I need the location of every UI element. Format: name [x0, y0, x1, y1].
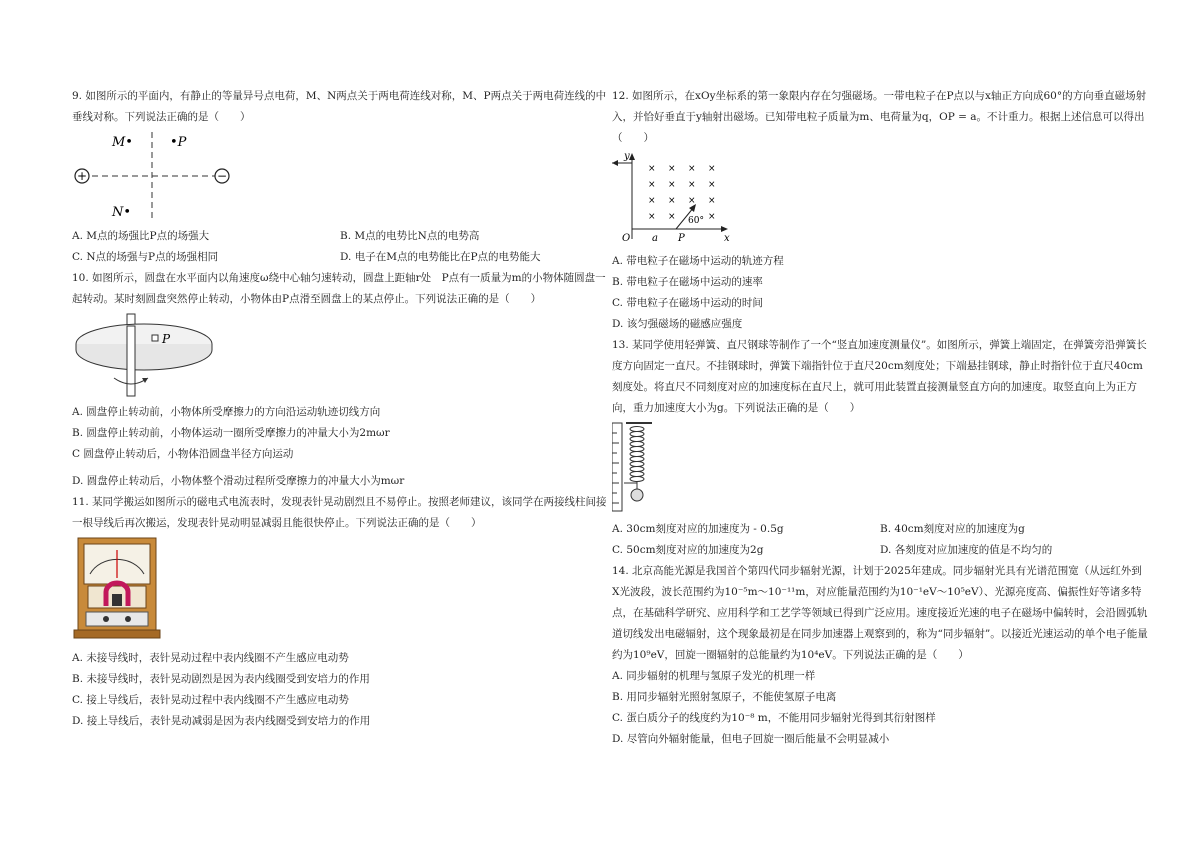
q13-option-B[interactable]: B. 40cm刻度对应的加速度为g — [880, 523, 1025, 535]
q12-cross: × — [668, 164, 676, 174]
q10-label-P: P — [162, 332, 171, 346]
q12-cross: × — [688, 164, 696, 174]
q11-stand — [74, 630, 160, 638]
q13-ruler — [612, 423, 622, 511]
q13-stem: 13. 某同学使用轻弹簧、直尺钢球等制作了一个“竖直加速度测量仪”。如图所示，弹簧上端固定，在弹簧旁沿弹簧长度方向固定一直尺。不挂钢球时，弹簧下端指针位于直尺20cm刻度处；下端悬挂钢球，静止时指针位于直尺40cm刻度处。将直尺不同刻度对应的加速度标在直尺上，就可用此装置直接测量竖直方向的加速度。取竖直向上为正方向，重力加速度大小为g。下列说法正确的是（ ） — [612, 339, 1147, 414]
q11-terminal-right — [125, 616, 131, 622]
q14-option-D[interactable]: D. 尽管向外辐射能量，但电子回旋一圈后能量不会明显减小 — [612, 733, 890, 745]
q10-stem: 10. 如图所示，圆盘在水平面内以角速度ω绕中心轴匀速转动，圆盘上距轴r处 P点有一质量为m的小物体随圆盘一起转动。某时刻圆盘突然停止转动，小物体由P点滑至圆盘上的某点停止。下列说法正确的是（ ） — [72, 272, 606, 305]
q12-cross: × — [648, 180, 656, 190]
q11-option-A[interactable]: A. 未接导线时，表针晃动过程中表内线圈不产生感应电动势 — [72, 652, 349, 664]
q11-ammeter-image — [72, 536, 162, 642]
q12-y-arrow — [629, 153, 635, 160]
q12-cross: × — [708, 164, 716, 174]
q10-option-C[interactable]: C 圆盘停止转动后，小物体沿圆盘半径方向运动 — [72, 448, 294, 460]
q14-option-B[interactable]: B. 用同步辐射光照射氢原子，不能使氢原子电离 — [612, 691, 837, 703]
q10-option-A[interactable]: A. 圆盘停止转动前，小物体所受摩擦力的方向沿运动轨迹切线方向 — [72, 406, 381, 418]
q12-figure — [612, 151, 1148, 247]
q13-options-row2 — [612, 540, 1148, 561]
q9-plus-sign: + — [76, 169, 88, 183]
q14-option-C[interactable]: C. 蛋白质分子的线度约为10⁻⁸ m，不能用同步辐射光得到其衍射图样 — [612, 712, 936, 724]
q10-disk-diagram — [72, 312, 222, 398]
q10-disk-side — [76, 344, 212, 370]
q12-cross: × — [688, 180, 696, 190]
q12-option-C[interactable]: C. 带电粒子在磁场中运动的时间 — [612, 297, 763, 309]
q12-label-angle: 60° — [688, 216, 704, 226]
q12-exit-arrow — [612, 160, 618, 166]
q11-terminal-left — [103, 616, 109, 622]
q13-steel-ball — [631, 489, 643, 501]
q11-option-C[interactable]: C. 接上导线后，表针晃动过程中表内线圈不产生感应电动势 — [72, 694, 349, 706]
q10-option-D[interactable]: D. 圆盘停止转动后，小物体整个滑动过程所受摩擦力的冲量大小为mωr — [72, 475, 405, 487]
q13-option-C[interactable]: C. 50cm刻度对应的加速度为2g — [612, 544, 764, 556]
q12-cross: × — [708, 196, 716, 206]
right-column — [612, 86, 1148, 750]
q12-label-y: y — [624, 151, 630, 162]
q12-option-D[interactable]: D. 该匀强磁场的磁感应强度 — [612, 318, 743, 330]
q11-stem: 11. 某同学搬运如图所示的磁电式电流表时，发现表针晃动剧烈且不易停止。按照老师建议，该同学在两接线柱间接一根导线后再次搬运，发现表针晃动明显减弱且能很快停止。下列说法正确的是（ ） — [72, 496, 607, 529]
q9-label-N: N• — [112, 205, 132, 220]
q12-label-P: P — [678, 233, 685, 243]
q9-options-row2 — [72, 247, 608, 268]
q9-label-P: •P — [170, 135, 187, 150]
q12-magnetic-field-diagram — [612, 151, 742, 243]
q10-figure — [72, 312, 608, 398]
q12-x-arrow — [721, 226, 728, 232]
q9-option-C[interactable]: C. N点的场强与P点的场强相同 — [72, 251, 219, 263]
q11-base-panel — [86, 612, 148, 626]
q12-label-a: a — [652, 233, 658, 243]
q14-stem: 14. 北京高能光源是我国首个第四代同步辐射光源，计划于2025年建成。同步辐射光具有光谱范围宽（从远红外到X光波段，波长范围约为10⁻⁵m～10⁻¹¹m，对应能量范围约为10⁻¹eV～10⁵eV）、光源亮度高、偏振性好等诸多特点，在基础科学研究、应用科学和工艺学等领域已得到广泛应用。速度接近光速的电子在磁场中偏转时，会沿圆弧轨道切线发出电磁辐射，这个现象最初是在同步加速器上观察到的，称为“同步辐射”。以接近光速运动的单个电子能量约为10⁹eV，回旋一圈辐射的总能量约为10⁴eV。下列说法正确的是（ ） — [612, 565, 1148, 661]
q11-option-D[interactable]: D. 接上导线后，表针晃动减弱是因为表内线圈受到安培力的作用 — [72, 715, 371, 727]
q9-options-row1 — [72, 226, 608, 247]
q9-option-A[interactable]: A. M点的场强比P点的场强大 — [72, 230, 210, 242]
q9-option-D[interactable]: D. 电子在M点的电势能比在P点的电势能大 — [340, 251, 541, 263]
q10-shaft — [127, 326, 135, 396]
q12-field-crosses — [648, 164, 716, 222]
q12-label-O: O — [622, 233, 631, 243]
q12-cross: × — [668, 212, 676, 222]
q12-cross: × — [668, 180, 676, 190]
q9-charge-diagram — [72, 130, 272, 222]
q13-option-D[interactable]: D. 各刻度对应加速度的值是不均匀的 — [880, 544, 1053, 556]
q9-stem: 9. 如图所示的平面内，有静止的等量异号点电荷，M、N两点关于两电荷连线对称，M、P两点关于两电荷连线的中垂线对称。下列说法正确的是（ ） — [72, 90, 607, 123]
q12-cross: × — [708, 212, 716, 222]
q13-spring-coils — [630, 427, 644, 482]
q12-cross: × — [648, 212, 656, 222]
q12-stem: 12. 如图所示，在xOy坐标系的第一象限内存在匀强磁场。一带电粒子在P点以与x轴正方向成60°的方向垂直磁场射入，并恰好垂直于y轴射出磁场。已知带电粒子质量为m、电荷量为q，OP = a。不计重力。根据上述信息可以得出（ ） — [612, 90, 1147, 144]
q12-label-x: x — [724, 233, 730, 243]
q13-spring-ruler-diagram — [612, 421, 672, 513]
q14-option-A[interactable]: A. 同步辐射的机理与氢原子发光的机理一样 — [612, 670, 816, 682]
q13-options-row1 — [612, 519, 1148, 540]
q12-cross: × — [668, 196, 676, 206]
q9-figure — [72, 130, 608, 222]
q12-cross: × — [708, 180, 716, 190]
q9-minus-sign: − — [216, 169, 228, 183]
q13-figure — [612, 421, 1148, 515]
q11-figure — [72, 536, 608, 644]
q9-label-M: M• — [112, 135, 133, 150]
left-column — [72, 86, 608, 732]
q12-cross: × — [688, 196, 696, 206]
q12-cross: × — [648, 164, 656, 174]
q13-option-A[interactable]: A. 30cm刻度对应的加速度为 - 0.5g — [612, 523, 784, 535]
q10-option-B[interactable]: B. 圆盘停止转动前，小物体运动一圈所受摩擦力的冲量大小为2mωr — [72, 427, 390, 439]
q10-small-object — [152, 335, 158, 341]
q12-option-B[interactable]: B. 带电粒子在磁场中运动的速率 — [612, 276, 763, 288]
q12-cross: × — [648, 196, 656, 206]
q11-coil — [112, 594, 122, 606]
q9-option-B[interactable]: B. M点的电势比N点的电势高 — [340, 230, 480, 242]
q11-option-B[interactable]: B. 未接导线时，表针晃动剧烈是因为表内线圈受到安培力的作用 — [72, 673, 370, 685]
q12-option-A[interactable]: A. 带电粒子在磁场中运动的轨迹方程 — [612, 255, 784, 267]
